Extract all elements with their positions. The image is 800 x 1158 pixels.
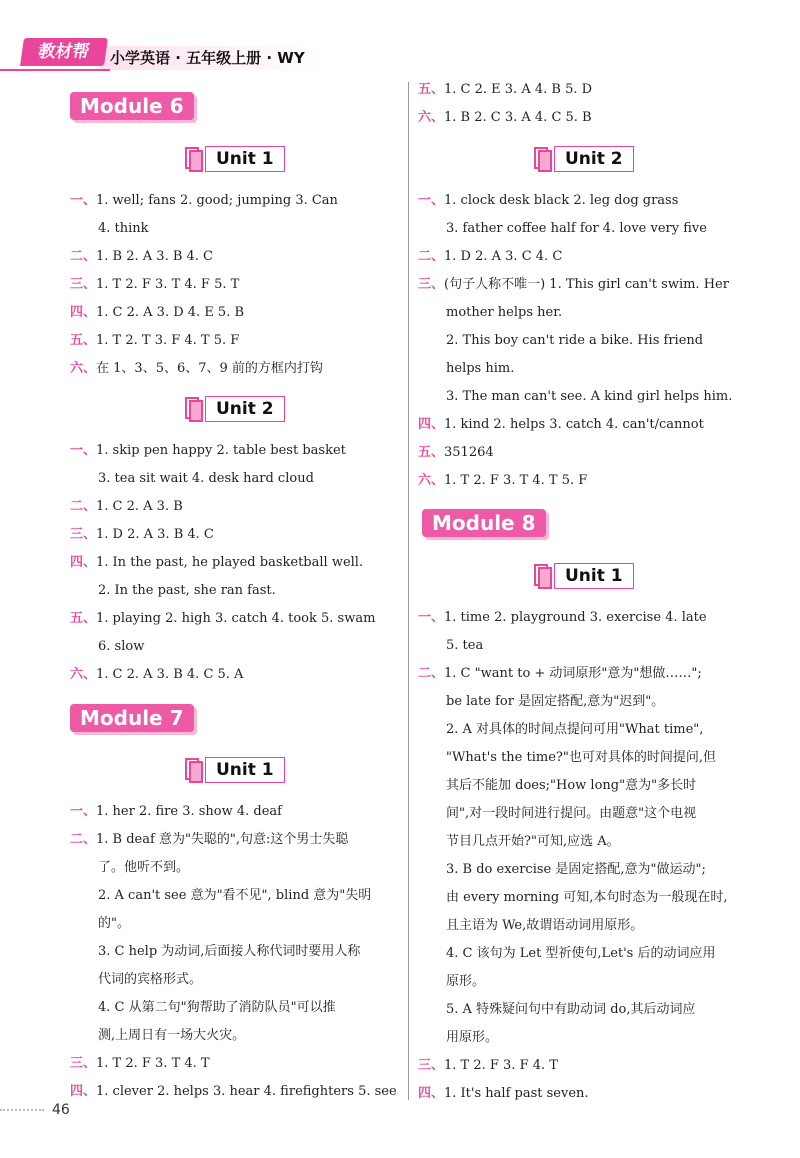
answer-line — [418, 191, 678, 211]
answer-text: 2. A 对具体的时间点提问可用"What time", — [446, 722, 704, 737]
answer-line — [418, 1056, 558, 1076]
m7-unit2-badge — [534, 145, 634, 173]
section-marker: 二、 — [70, 249, 97, 264]
section-marker: 三、 — [418, 1058, 445, 1073]
answer-line — [418, 108, 592, 128]
section-marker: 四、 — [418, 417, 445, 432]
answer-text: 1. C 2. E 3. A 4. B 5. D — [444, 82, 593, 97]
answer-text: 1. B deaf 意为"失聪的",句意:这个男士失聪 — [96, 832, 349, 847]
section-marker: 三、 — [70, 277, 97, 292]
answer-text: mother helps her. — [446, 305, 563, 320]
answer-line — [70, 1054, 210, 1074]
answer-text: 且主语为 We,故谓语动词用原形。 — [446, 918, 644, 933]
module-6-badge: Module 6 — [70, 92, 194, 120]
answer-line — [446, 219, 707, 239]
answer-line — [70, 275, 239, 295]
header-underline — [0, 69, 110, 71]
section-marker: 一、 — [70, 193, 97, 208]
unit-label: Unit 1 — [554, 563, 634, 589]
answer-line — [446, 1028, 498, 1048]
answer-line — [70, 191, 338, 211]
answer-line — [70, 303, 244, 323]
answer-line — [418, 80, 592, 100]
answer-line — [70, 331, 239, 351]
m6-unit1-badge — [185, 145, 285, 173]
section-marker: 二、 — [70, 499, 97, 514]
section-marker: 三、 — [70, 527, 97, 542]
answer-text: 1. kind 2. helps 3. catch 4. can't/cannot — [444, 417, 704, 432]
answer-line — [418, 1084, 589, 1104]
section-marker: 五、 — [70, 333, 97, 348]
section-marker: 三、 — [70, 1056, 97, 1071]
m6-unit2-badge — [185, 395, 285, 423]
answer-line — [98, 1026, 245, 1046]
book-icon — [534, 563, 552, 589]
answer-line — [446, 303, 562, 323]
answer-line — [446, 387, 732, 407]
answer-text: 1. T 2. F 3. T 4. T 5. F — [444, 473, 588, 488]
answer-line — [98, 914, 130, 934]
answer-text: be late for 是固定搭配,意为"迟到"。 — [446, 694, 665, 709]
book-icon — [185, 146, 203, 172]
answer-text: 2. In the past, she ran fast. — [98, 583, 276, 598]
answer-text: 3. B do exercise 是固定搭配,意为"做运动"; — [446, 862, 706, 877]
answer-line — [418, 275, 729, 295]
answer-line — [70, 497, 183, 517]
header-title: 小学英语 · 五年级上册 · WY — [110, 49, 305, 67]
book-icon — [534, 146, 552, 172]
answer-text: 1. time 2. playground 3. exercise 4. late — [444, 610, 707, 625]
answer-text: 测,上周日有一场大火灾。 — [98, 1028, 246, 1043]
answer-text: 1. B 2. C 3. A 4. C 5. B — [444, 110, 592, 125]
answer-text: 1. It's half past seven. — [444, 1086, 589, 1101]
answer-text: helps him. — [446, 361, 515, 376]
answer-text: 由 every morning 可知,本句时态为一般现在时, — [446, 890, 728, 905]
answer-text: 3. tea sit wait 4. desk hard cloud — [98, 471, 314, 486]
answer-text: 用原形。 — [446, 1030, 499, 1045]
answer-text: 1. D 2. A 3. C 4. C — [444, 249, 563, 264]
section-marker: 一、 — [70, 443, 97, 458]
answer-line — [446, 944, 716, 964]
answer-line — [418, 415, 704, 435]
answer-line — [70, 830, 348, 850]
answer-line — [70, 1082, 397, 1102]
unit-label: Unit 2 — [205, 396, 285, 422]
answer-line — [98, 858, 189, 878]
unit-label: Unit 1 — [205, 757, 285, 783]
section-marker: 一、 — [70, 804, 97, 819]
page-footer — [0, 1100, 70, 1120]
m8-unit1-badge — [534, 562, 634, 590]
answer-line — [98, 970, 202, 990]
section-marker: 四、 — [418, 1086, 445, 1101]
answer-text: 1. T 2. T 3. F 4. T 5. F — [96, 333, 240, 348]
answer-line — [98, 581, 276, 601]
answer-text: 1. T 2. F 3. T 4. F 5. T — [96, 277, 240, 292]
answer-text: 5. tea — [446, 638, 484, 653]
answer-line — [70, 359, 323, 379]
answer-line — [446, 1000, 695, 1020]
answer-text: 1. well; fans 2. good; jumping 3. Can — [96, 193, 338, 208]
unit-label: Unit 2 — [554, 146, 634, 172]
page-number: 46 — [52, 1102, 70, 1118]
section-marker: 五、 — [418, 82, 445, 97]
answer-text: 1. In the past, he played basketball well. — [96, 555, 364, 570]
section-marker: 二、 — [418, 666, 445, 681]
answer-text: 3. father coffee half for 4. love very five — [446, 221, 707, 236]
answer-line — [446, 331, 703, 351]
answer-text: 4. C 从第二句"狗帮助了消防队员"可以推 — [98, 1000, 336, 1015]
page-header — [0, 38, 320, 70]
answer-line — [70, 609, 375, 629]
answer-text: 1. clock desk black 2. leg dog grass — [444, 193, 679, 208]
answer-line — [446, 776, 696, 796]
module-7-badge: Module 7 — [70, 704, 194, 732]
answer-text: (句子人称不唯一) 1. This girl can't swim. Her — [444, 277, 729, 292]
answer-text: 间",对一段时间进行提问。由题意"这个电视 — [446, 806, 697, 821]
answer-line — [98, 886, 371, 906]
answer-text: 1. T 2. F 3. F 4. T — [444, 1058, 558, 1073]
answer-text: 在 1、3、5、6、7、9 前的方框内打钩 — [96, 361, 323, 376]
module-8-badge: Module 8 — [422, 509, 546, 537]
answer-line — [98, 469, 314, 489]
answer-line — [446, 804, 696, 824]
answer-line — [418, 608, 707, 628]
answer-line — [418, 471, 587, 491]
header-tag: 教材帮 — [20, 38, 108, 66]
section-marker: 六、 — [418, 473, 445, 488]
answer-line — [446, 748, 716, 768]
answer-line — [446, 692, 664, 712]
answer-line — [70, 665, 243, 685]
section-marker: 六、 — [70, 361, 97, 376]
answer-text: 4. think — [98, 221, 149, 236]
answer-line — [70, 441, 346, 461]
answer-line — [98, 998, 336, 1018]
section-marker: 一、 — [418, 610, 445, 625]
answer-text: 2. A can't see 意为"看不见", blind 意为"失明 — [98, 888, 372, 903]
answer-line — [98, 942, 360, 962]
footer-dots — [0, 1109, 44, 1113]
answer-line — [446, 720, 703, 740]
answer-text: 的"。 — [98, 916, 130, 931]
section-marker: 四、 — [70, 555, 97, 570]
m7-unit1-badge — [185, 756, 285, 784]
section-marker: 四、 — [70, 1084, 97, 1099]
answer-text: 1. her 2. fire 3. show 4. deaf — [96, 804, 282, 819]
section-marker: 五、 — [70, 611, 97, 626]
answer-text: 1. C 2. A 3. D 4. E 5. B — [96, 305, 245, 320]
answer-line — [418, 664, 702, 684]
answer-text: 1. skip pen happy 2. table best basket — [96, 443, 346, 458]
answer-text: 5. A 特殊疑问句中有助动词 do,其后动词应 — [446, 1002, 696, 1017]
answer-text: 4. C 该句为 Let 型祈使句,Let's 后的动词应用 — [446, 946, 716, 961]
section-marker: 一、 — [418, 193, 445, 208]
section-marker: 二、 — [418, 249, 445, 264]
answer-text: 其后不能加 does;"How long"意为"多长时 — [446, 778, 697, 793]
section-marker: 六、 — [418, 110, 445, 125]
answer-line — [98, 219, 149, 239]
answer-text: 1. clever 2. helps 3. hear 4. firefighters 5. see — [96, 1084, 397, 1099]
answer-line — [446, 636, 483, 656]
answer-text: 351264 — [444, 445, 494, 460]
answer-line — [446, 888, 728, 908]
answer-line — [446, 916, 643, 936]
answer-line — [98, 637, 144, 657]
answer-text: 1. B 2. A 3. B 4. C — [96, 249, 213, 264]
answer-text: 2. This boy can't ride a bike. His friend — [446, 333, 704, 348]
answer-text: 原形。 — [446, 974, 486, 989]
book-icon — [185, 757, 203, 783]
answer-line — [446, 832, 620, 852]
answer-text: 1. C 2. A 3. B 4. C 5. A — [96, 667, 244, 682]
answer-text: 3. C help 为动词,后面接人称代词时要用人称 — [98, 944, 361, 959]
answer-text: 1. C 2. A 3. B — [96, 499, 183, 514]
answer-line — [70, 525, 214, 545]
section-marker: 五、 — [418, 445, 445, 460]
answer-text: 了。他听不到。 — [98, 860, 190, 875]
answer-line — [70, 553, 363, 573]
book-icon — [185, 396, 203, 422]
answer-text: 1. playing 2. high 3. catch 4. took 5. swam — [96, 611, 376, 626]
answer-text: "What's the time?"也可对具体的时间提问,但 — [446, 750, 716, 765]
answer-line — [418, 247, 562, 267]
answer-line — [70, 247, 213, 267]
answer-line — [418, 443, 494, 463]
section-marker: 三、 — [418, 277, 445, 292]
answer-text: 1. T 2. F 3. T 4. T — [96, 1056, 210, 1071]
section-marker: 二、 — [70, 832, 97, 847]
answer-text: 3. The man can't see. A kind girl helps him. — [446, 389, 733, 404]
unit-label: Unit 1 — [205, 146, 285, 172]
answer-line — [446, 972, 485, 992]
answer-line — [446, 359, 514, 379]
answer-text: 1. D 2. A 3. B 4. C — [96, 527, 214, 542]
section-marker: 六、 — [70, 667, 97, 682]
answer-text: 代词的宾格形式。 — [98, 972, 203, 987]
answer-text: 1. C "want to + 动词原形"意为"想做……"; — [444, 666, 702, 681]
answer-line — [446, 860, 706, 880]
answer-line — [70, 802, 282, 822]
section-marker: 四、 — [70, 305, 97, 320]
answer-text: 6. slow — [98, 639, 145, 654]
answer-text: 节目几点开始?"可知,应选 A。 — [446, 834, 620, 849]
column-divider — [408, 82, 409, 1100]
